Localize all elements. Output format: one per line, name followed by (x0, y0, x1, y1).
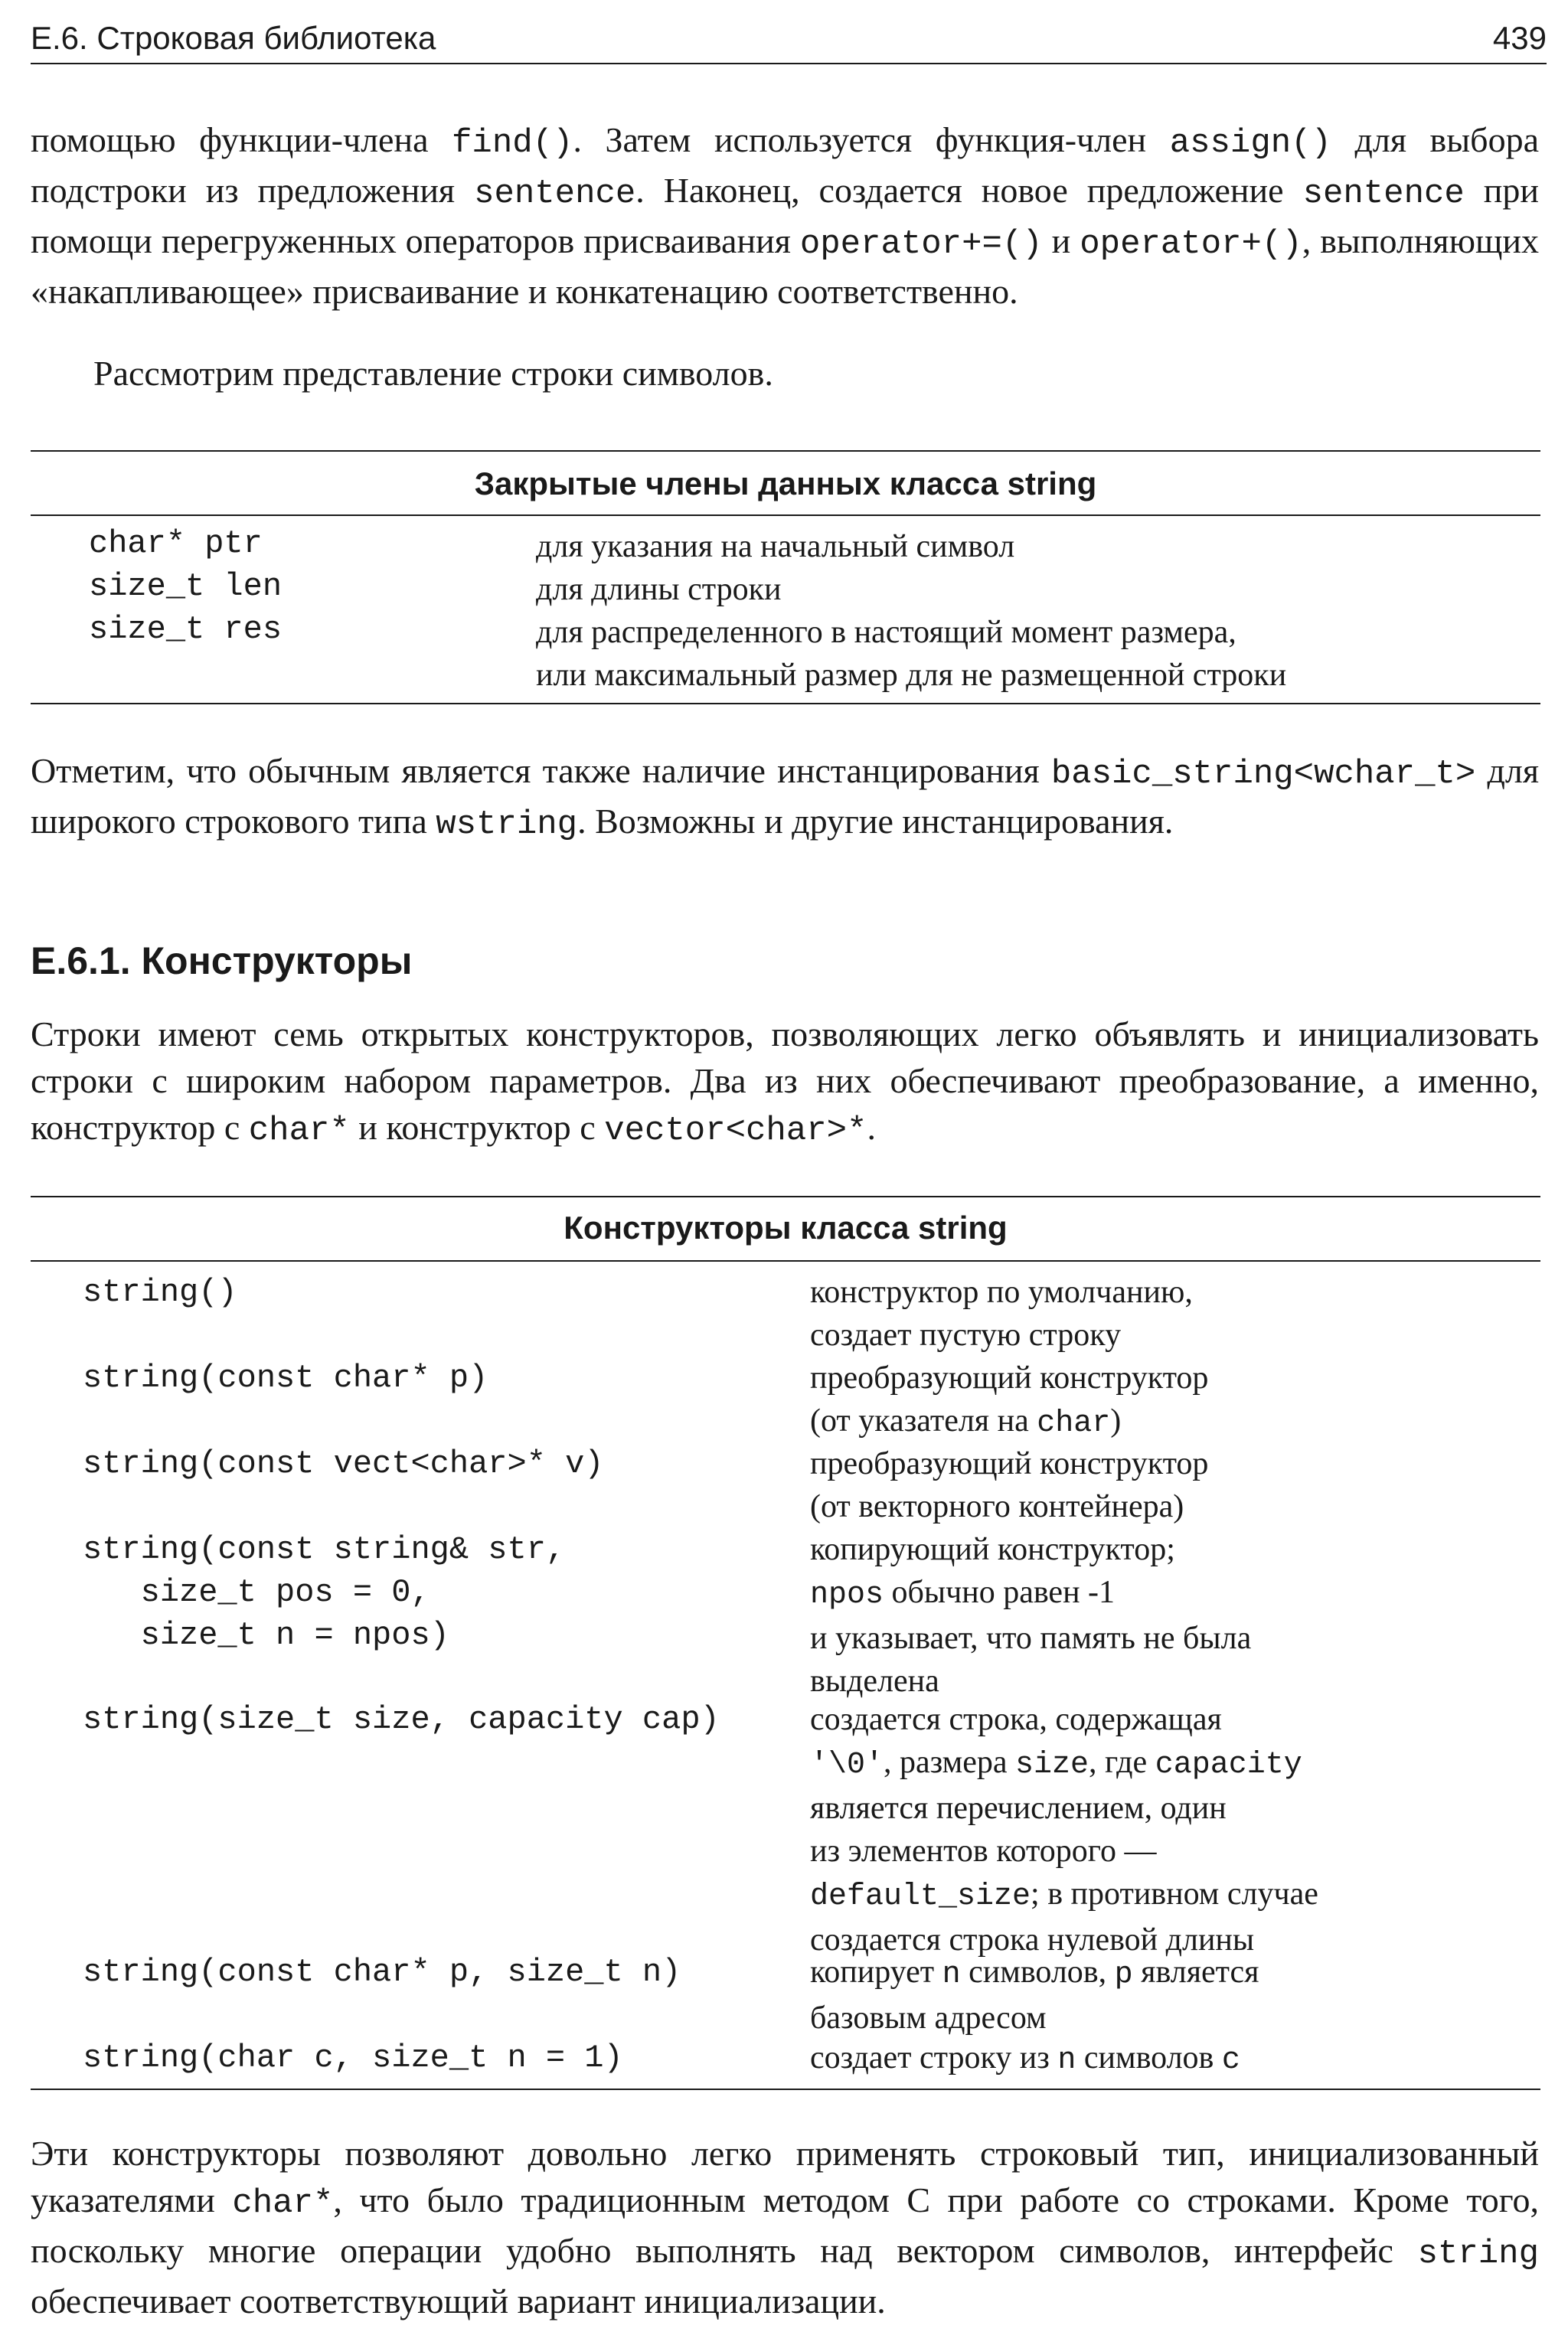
inline-code: char* (248, 1112, 350, 1150)
paragraph-instantiation (31, 747, 1539, 848)
description-line (810, 2036, 1240, 2082)
text-run: . (867, 1108, 876, 1147)
table1-description: для указания на начальный символ (536, 529, 1015, 564)
text-run: и указывает, что память не была (810, 1621, 1252, 1656)
text-run: создается строка, содержащая (810, 1702, 1222, 1737)
text-run: обеспечивает соответствующий вариант инициализации. (31, 2281, 886, 2321)
paragraph-constructors (31, 1011, 1539, 1155)
text-run: преобразующий конструктор (810, 1360, 1209, 1396)
table1-title: Закрытые члены данных класса string (474, 465, 1097, 501)
table1-code: char* ptr (89, 525, 263, 562)
inline-code: c (1221, 2043, 1240, 2078)
description-line (810, 1528, 1251, 1571)
paragraph-intro (31, 116, 1539, 315)
text-run: ) (1110, 1403, 1122, 1439)
running-header (31, 20, 1547, 64)
table2-code: string(size_t size, capacity cap) (83, 1701, 720, 1738)
description-line (810, 1617, 1251, 1660)
table2-description (810, 1951, 1259, 2040)
inline-code: string (1417, 2235, 1539, 2273)
table2-title: Конструкторы класса string (564, 1210, 1008, 1246)
inline-code: basic_string<wchar_t> (1050, 755, 1476, 793)
table1-bottom-rule (31, 703, 1540, 704)
paragraph-representation: Рассмотрим представление строки символов. (93, 354, 773, 393)
table2-code: string(const char* p) (83, 1360, 488, 1396)
text-run: ; в противном случае (1031, 1876, 1318, 1912)
description-line (810, 1698, 1318, 1741)
table2-description (810, 2036, 1240, 2082)
text-run: . Наконец, создается новое предложение (635, 171, 1303, 210)
text-run: является перечислением, один (810, 1791, 1227, 1826)
table1-description: для длины строки (536, 572, 782, 607)
description-line (810, 1951, 1259, 1997)
table2-description (810, 1528, 1251, 1703)
text-run: символов (1076, 2040, 1222, 2076)
table2-code: string(const vect<char>* v) (83, 1445, 604, 1482)
description-line (810, 1314, 1193, 1357)
header-rule (31, 63, 1547, 64)
inline-code: size (1015, 1748, 1089, 1782)
text-run: символов, (960, 1955, 1115, 1990)
text-run: базовым адресом (810, 2000, 1047, 2036)
text-run: обычно равен -1 (884, 1575, 1116, 1610)
description-line (810, 1485, 1208, 1528)
running-header-title: Е.6. Строковая библиотека (31, 20, 436, 56)
table1-description: для распределенного в настоящий момент размера, или максимальный размер для не размещенной строки (536, 615, 1287, 693)
inline-code: p (1114, 1958, 1133, 1992)
table2-header-rule (31, 1260, 1540, 1262)
text-run: для выбора подстроки из предложения (31, 120, 1539, 210)
description-line (810, 1873, 1318, 1919)
table2-description (810, 1271, 1193, 1357)
inline-code: assign() (1169, 124, 1331, 162)
description-line (810, 1741, 1318, 1787)
table2-description (810, 1357, 1208, 1445)
text-run: при помощи перегруженных операторов присваивания (31, 171, 1539, 260)
text-run: помощью функции-члена (31, 120, 452, 159)
description-line (810, 1399, 1208, 1445)
text-run: конструктор по умолчанию, (810, 1275, 1193, 1310)
text-run: Строки имеют семь открытых конструкторов, позволяющих легко объявлять и инициализовать строки с широким набором параметров. Два из них обеспечивают преобразование, а именно, конструктор с (31, 1014, 1539, 1147)
text-run: , выполняющих «накапливающее» присваивание и конкатенацию соответственно. (31, 221, 1539, 311)
description-line (810, 1571, 1251, 1617)
inline-code: operator+=() (799, 225, 1043, 263)
table2-description (810, 1442, 1208, 1528)
table2-code: string(char c, size_t n = 1) (83, 2040, 623, 2076)
inline-code: default_size (810, 1880, 1031, 1914)
inline-code: n (1057, 2043, 1076, 2078)
table1-code: size_t res (89, 611, 283, 648)
text-run: копирует (810, 1955, 942, 1990)
text-run: , где (1089, 1745, 1155, 1780)
text-run: копирующий конструктор; (810, 1532, 1175, 1567)
inline-code: sentence (1302, 175, 1465, 213)
text-run: и конструктор с (349, 1108, 605, 1147)
description-line (810, 1271, 1193, 1314)
text-run: , размера (884, 1745, 1016, 1780)
inline-code: operator+() (1080, 225, 1302, 263)
table2-code: string() (83, 1274, 237, 1311)
inline-code: vector<char>* (604, 1112, 867, 1150)
description-line (810, 1357, 1208, 1399)
text-run: и (1042, 221, 1080, 260)
table2-code: string(const char* p, size_t n) (83, 1954, 681, 1991)
text-run: из элементов которого — (810, 1834, 1157, 1869)
table1-code: size_t len (89, 568, 283, 605)
inline-code: wstring (436, 805, 578, 844)
inline-code: sentence (474, 175, 636, 213)
table2-bottom-rule (31, 2089, 1540, 2090)
text-run: создает строку из (810, 2040, 1058, 2076)
inline-code: '\0' (810, 1748, 884, 1782)
description-line (810, 1442, 1208, 1485)
text-run: . Возможны и другие инстанцирования. (577, 802, 1174, 841)
table2-description (810, 1698, 1318, 1961)
table2-top-rule (31, 1196, 1540, 1197)
inline-code: char* (232, 2184, 334, 2223)
section-heading: Е.6.1. Конструкторы (31, 939, 413, 982)
table1-header-rule (31, 514, 1540, 516)
paragraph-closing (31, 2130, 1539, 2324)
text-run: . Затем используется функция-член (573, 120, 1170, 159)
text-run: создается строка нулевой длины (810, 1922, 1255, 1958)
inline-code: capacity (1155, 1748, 1302, 1782)
text-run: создает пустую строку (810, 1318, 1122, 1353)
text-run: преобразующий конструктор (810, 1446, 1209, 1481)
text-run: (от указателя на (810, 1403, 1037, 1439)
text-run: Отметим, что обычным является также наличие инстанцирования (31, 751, 1051, 790)
text-run: , что было традиционным методом C при работе со строками. Кроме того, поскольку многие операции удобно выполнять над вектором символов, интерфейс (31, 2180, 1540, 2270)
table1-top-rule (31, 450, 1540, 452)
page-number: 439 (1492, 20, 1547, 56)
description-line (810, 1997, 1259, 2040)
description-line (810, 1660, 1251, 1703)
description-line (810, 1787, 1318, 1830)
inline-code: char (1037, 1406, 1111, 1441)
text-run: для широкого строкового типа (31, 751, 1539, 841)
inline-code: npos (810, 1578, 884, 1612)
text-run: является (1132, 1955, 1259, 1990)
text-run: Эти конструкторы позволяют довольно легко применять строковый тип, инициализованный указателями (31, 2134, 1539, 2219)
text-run: (от векторного контейнера) (810, 1489, 1184, 1524)
inline-code: find() (452, 124, 573, 162)
text-run: выделена (810, 1664, 939, 1699)
description-line (810, 1830, 1318, 1873)
inline-code: n (942, 1958, 961, 1992)
table2-code: string(const string& str, size_t pos = 0, size_t n = npos) (83, 1531, 566, 1654)
